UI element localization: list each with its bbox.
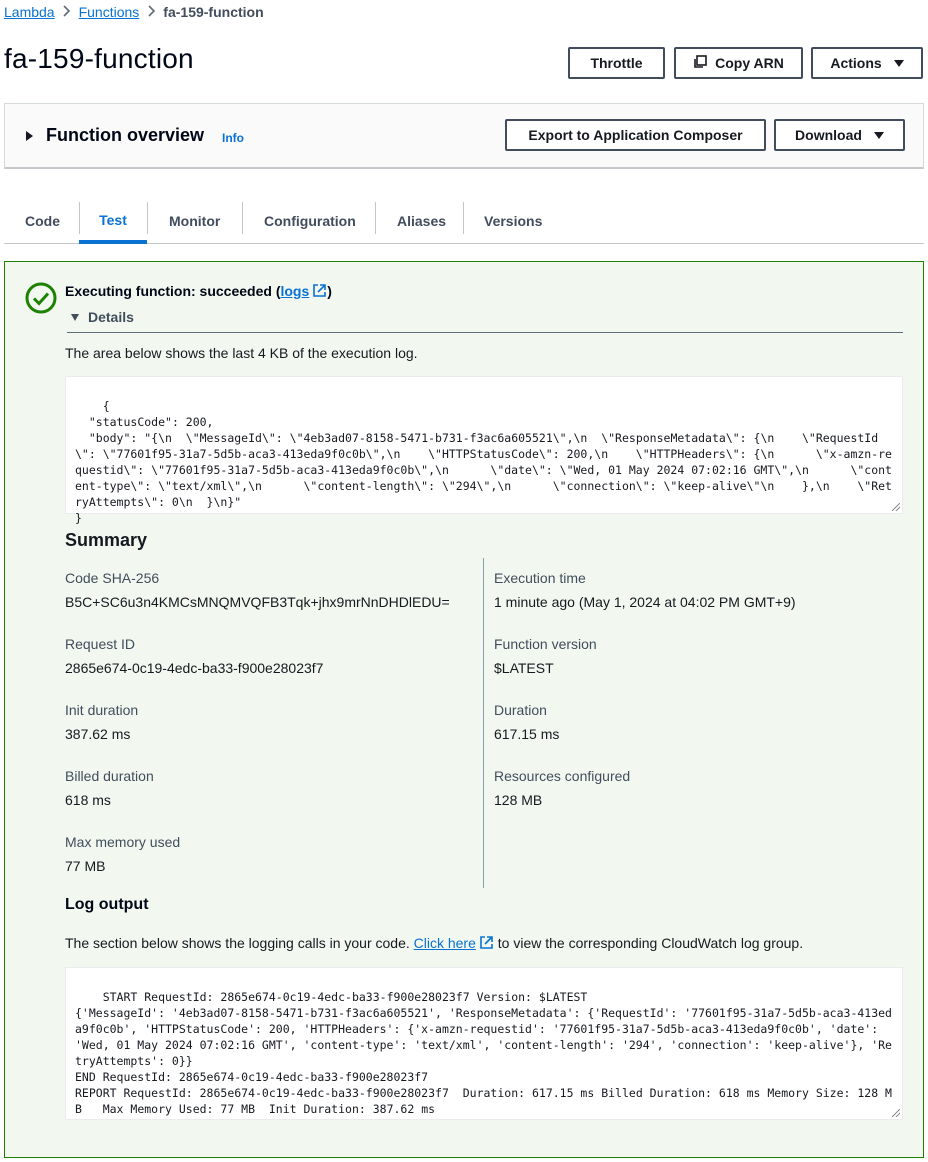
- expand-triangle-icon[interactable]: [26, 131, 33, 141]
- log-output-text: START RequestId: 2865e674-0c19-4edc-ba33-f900e28023f7 Version: $LATEST {'MessageId': '4eb3ad07-8158-5471-b731-f3ac6a605521', 'ResponseMetadata': {'RequestId': '77601f95-31a7-5d5b-aca3-413eda9f0c0b', 'HTTPStatusCode': 200, 'HTTPHeaders': {'x-amzn-requestid': '77601f95-31a7-5d5b-aca3-413eda9f0c0b', 'date': 'Wed, 01 May 2024 07:02:16 GMT', 'content-type': 'text/xml', 'content-length': '294', 'connection': 'keep-alive'}, 'RetryAttempts': 0}} END RequestId: 2865e674-0c19-4edc-ba33-f900e28023f7 REPORT RequestId: 2865e674-0c19-4edc-ba33-f900e28023f7 Duration: 617.15 ms Billed Duration: 618 ms Memory Size: 128 MB Max Memory Used: 77 MB Init Duration: 387.62 ms: [75, 990, 892, 1116]
- tab-code[interactable]: Code: [25, 213, 60, 229]
- tab-divider: [375, 202, 376, 234]
- actions-label: Actions: [830, 55, 882, 71]
- caret-down-icon: [874, 132, 884, 139]
- chevron-right-icon: [55, 4, 79, 20]
- tab-divider: [242, 202, 243, 234]
- execution-result-panel: [4, 261, 924, 1158]
- logs-link[interactable]: logs: [280, 283, 310, 299]
- duration-value: 617.15 ms: [494, 726, 560, 742]
- export-label: Export to Application Composer: [528, 127, 743, 143]
- log-desc-after: to view the corresponding CloudWatch log group.: [493, 935, 804, 951]
- external-link-icon[interactable]: [479, 935, 494, 953]
- summary-heading: Summary: [65, 530, 148, 550]
- copy-icon: [693, 55, 707, 72]
- chevron-right-icon: [139, 4, 163, 20]
- page-title: fa-159-function: [4, 43, 194, 74]
- resize-handle-icon[interactable]: [892, 503, 900, 511]
- request-id-value: 2865e674-0c19-4edc-ba33-f900e28023f7: [65, 660, 324, 676]
- function-overview-panel: [4, 103, 924, 169]
- status-suffix: ): [327, 283, 332, 299]
- tab-divider: [147, 202, 148, 234]
- download-dropdown-button[interactable]: [774, 119, 905, 151]
- caret-down-icon: [894, 60, 904, 67]
- resources-label: Resources configured: [494, 768, 631, 784]
- function-version-label: Function version: [494, 636, 597, 652]
- function-version-value: $LATEST: [494, 660, 554, 676]
- breadcrumb: [4, 4, 264, 20]
- details-toggle[interactable]: [67, 309, 903, 333]
- log-output-textarea[interactable]: [65, 967, 903, 1120]
- info-link[interactable]: Info: [222, 131, 244, 145]
- tab-test[interactable]: Test: [79, 199, 147, 244]
- tab-divider: [463, 202, 464, 234]
- success-check-icon: [25, 282, 57, 314]
- breadcrumb-functions-link[interactable]: Functions: [78, 4, 140, 20]
- breadcrumb-current: fa-159-function: [163, 4, 264, 20]
- code-sha-value: B5C+SC6u3n4KMCsMNQMVQFB3Tqk+jhx9mrNnDHDlEDU=: [65, 594, 450, 610]
- resources-value: 128 MB: [494, 792, 543, 808]
- copy-arn-button[interactable]: [674, 47, 803, 79]
- caret-down-icon: [71, 314, 79, 321]
- init-duration-label: Init duration: [65, 702, 139, 718]
- log-output-description: [65, 935, 803, 953]
- breadcrumb-lambda-link[interactable]: Lambda: [4, 4, 55, 20]
- throttle-label: Throttle: [590, 55, 643, 71]
- tab-aliases[interactable]: Aliases: [397, 213, 447, 229]
- actions-dropdown-button[interactable]: [811, 47, 923, 79]
- execution-status: [65, 283, 332, 301]
- log-desc-before: The section below shows the logging calls in your code.: [65, 935, 414, 951]
- export-to-composer-button[interactable]: [505, 119, 766, 151]
- column-divider: [483, 558, 484, 888]
- tab-monitor[interactable]: Monitor: [169, 213, 221, 229]
- copy-arn-label: Copy ARN: [715, 55, 784, 71]
- function-tabs: [4, 199, 924, 244]
- status-prefix: Executing function: succeeded (: [65, 283, 281, 299]
- resize-handle-icon[interactable]: [892, 1109, 900, 1117]
- billed-duration-label: Billed duration: [65, 768, 154, 784]
- init-duration-value: 387.62 ms: [65, 726, 131, 742]
- max-memory-label: Max memory used: [65, 834, 181, 850]
- execution-log-description: The area below shows the last 4 KB of the execution log.: [65, 345, 418, 361]
- code-sha-label: Code SHA-256: [65, 570, 160, 586]
- cloudwatch-link[interactable]: Click here: [413, 935, 476, 951]
- log-output-heading: Log output: [65, 896, 149, 913]
- request-id-label: Request ID: [65, 636, 136, 652]
- function-overview-title[interactable]: Function overview: [46, 125, 205, 145]
- max-memory-value: 77 MB: [65, 858, 106, 874]
- tab-configuration[interactable]: Configuration: [264, 213, 356, 229]
- execution-log-text: { "statusCode": 200, "body": "{\n \"MessageId\": \"4eb3ad07-8158-5471-b731-f3ac6a605521\",\n \"ResponseMetadata\": {\n \"RequestId\": \"77601f95-31a7-5d5b-aca3-413eda9f0c0b\",\n \"HTTPStatusCode\": 200,\n \"HTTPHeaders\": {\n \"x-amzn-requestid\": \"77601f95-31a7-5d5b-aca3-413eda9f0c0b\",\n \"date\": \"Wed, 01 May 2024 07:02:16 GMT\",\n \"content-type\": \"text/xml\",\n \"content-length\": \"294\",\n \"connection\": \"keep-alive\"\n },\n \"RetryAttempts\": 0\n }\n}" }: [75, 399, 892, 525]
- execution-time-label: Execution time: [494, 570, 586, 586]
- external-link-icon[interactable]: [312, 283, 327, 301]
- details-label: Details: [88, 309, 134, 325]
- throttle-button[interactable]: [568, 47, 665, 79]
- execution-log-textarea[interactable]: [65, 376, 903, 525]
- execution-time-value: 1 minute ago (May 1, 2024 at 04:02 PM GMT+9): [494, 594, 796, 610]
- download-label: Download: [795, 127, 862, 143]
- tab-versions[interactable]: Versions: [484, 213, 543, 229]
- billed-duration-value: 618 ms: [65, 792, 111, 808]
- duration-label: Duration: [494, 702, 547, 718]
